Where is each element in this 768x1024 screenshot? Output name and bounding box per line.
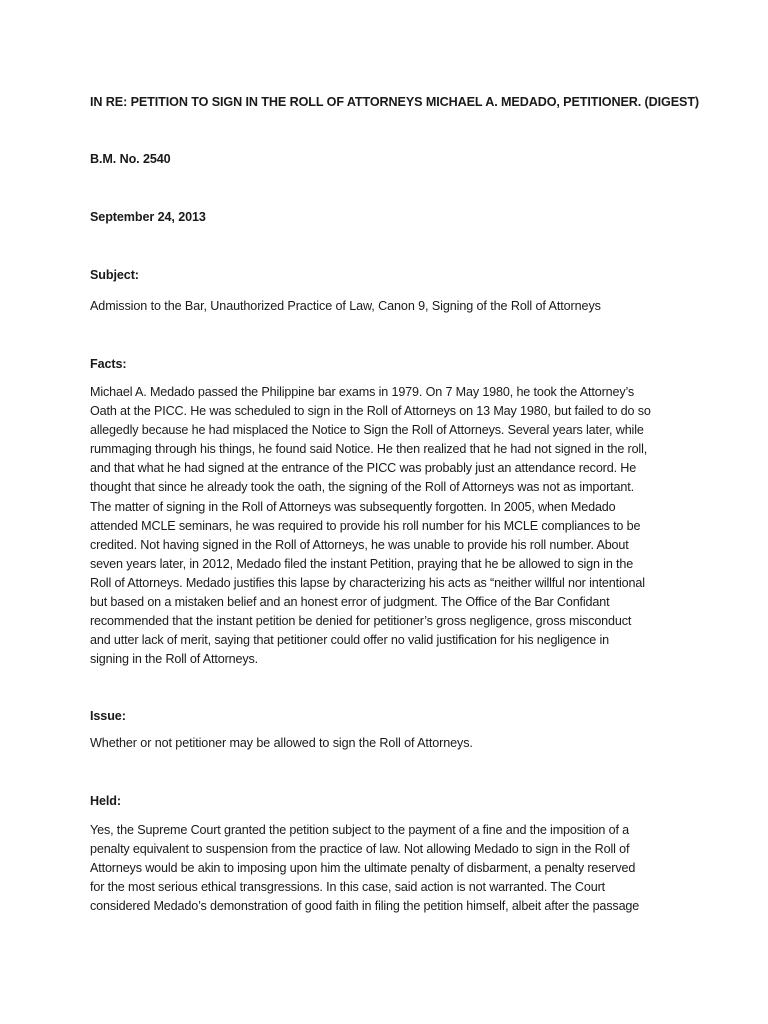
- facts-line: The matter of signing in the Roll of Attorneys was subsequently forgotten. In 2005, when Medado: [90, 499, 616, 514]
- held-line: Attorneys would be akin to imposing upon him the ultimate penalty of disbarment, a penalty reserved: [90, 861, 636, 876]
- document-title: IN RE: PETITION TO SIGN IN THE ROLL OF ATTORNEYS MICHAEL A. MEDADO, PETITIONER. (DIGEST): [90, 95, 700, 109]
- facts-line: attended MCLE seminars, he was required to provide his roll number for his MCLE compliances to be: [90, 518, 641, 533]
- facts-line: Roll of Attorneys. Medado justifies this lapse by characterizing his acts as “neither willful nor intentional: [90, 575, 645, 590]
- facts-line: signing in the Roll of Attorneys.: [90, 652, 258, 667]
- decision-date: September 24, 2013: [90, 210, 206, 224]
- facts-line: rummaging through his things, he found said Notice. He then realized that he had not signed in the roll,: [90, 442, 648, 457]
- subject-heading: Subject:: [90, 268, 139, 282]
- held-paragraph: [90, 821, 690, 916]
- facts-heading: Facts:: [90, 357, 127, 371]
- facts-line: allegedly because he had misplaced the Notice to Sign the Roll of Attorneys. Several years later, while: [90, 423, 644, 438]
- facts-line: recommended that the instant petition be denied for petitioner’s gross negligence, gross misconduct: [90, 614, 632, 629]
- issue-heading: Issue:: [90, 709, 126, 723]
- held-line: for the most serious ethical transgressions. In this case, said action is not warranted. The Court: [90, 880, 605, 895]
- subject-text: Admission to the Bar, Unauthorized Practice of Law, Canon 9, Signing of the Roll of Attorneys: [90, 299, 601, 313]
- facts-line: thought that since he already took the oath, the signing of the Roll of Attorneys was not as important.: [90, 480, 634, 495]
- held-heading: Held:: [90, 794, 121, 808]
- facts-paragraph: [90, 383, 690, 669]
- facts-line: Oath at the PICC. He was scheduled to sign in the Roll of Attorneys on 13 May 1980, but failed to do so: [90, 404, 651, 419]
- held-line: considered Medado’s demonstration of good faith in filing the petition himself, albeit after the passage: [90, 899, 640, 914]
- case-number: B.M. No. 2540: [90, 152, 171, 166]
- held-line: Yes, the Supreme Court granted the petition subject to the payment of a fine and the imposition of a: [90, 823, 630, 837]
- issue-text: Whether or not petitioner may be allowed to sign the Roll of Attorneys.: [90, 736, 473, 750]
- facts-line: and that what he had signed at the entrance of the PICC was probably just an attendance record. He: [90, 461, 637, 476]
- facts-line: but based on a mistaken belief and an honest error of judgment. The Office of the Bar Confidant: [90, 595, 610, 610]
- facts-line: credited. Not having signed in the Roll of Attorneys, he was unable to provide his roll number. About: [90, 537, 629, 552]
- facts-line: seven years later, in 2012, Medado filed the instant Petition, praying that he be allowed to sign in the: [90, 556, 634, 571]
- facts-line: Michael A. Medado passed the Philippine bar exams in 1979. On 7 May 1980, he took the Attorney’s: [90, 385, 635, 399]
- held-line: penalty equivalent to suspension from the practice of law. Not allowing Medado to sign in the Roll of: [90, 842, 630, 857]
- facts-line: and utter lack of merit, saying that petitioner could offer no valid justification for his negligence in: [90, 633, 610, 648]
